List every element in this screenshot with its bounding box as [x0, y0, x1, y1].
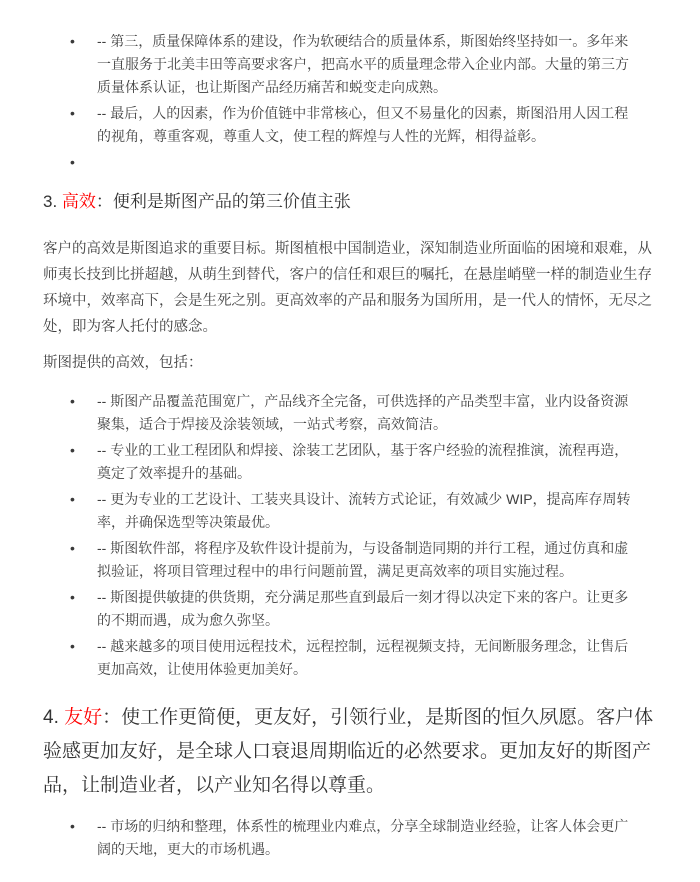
list-item: • -- 斯图产品覆盖范围宽广，产品线齐全完备，可供选择的产品类型丰富，业内设备资源聚集，适合于焊接及涂装领域，一站式考察，高效简洁。	[97, 390, 641, 436]
friendly-bullet-list	[43, 815, 655, 861]
list-item: • -- 更为专业的工艺设计、工装夹具设计、流转方式论证，有效减少 WIP，提高库存周转率，并确保选型等决策最优。	[97, 488, 641, 534]
section-3-heading-text: ：便利是斯图产品的第三价值主张	[95, 192, 351, 211]
list-item: • -- 斯图软件部，将程序及软件设计提前为，与设备制造同期的并行工程，通过仿真和虚拟验证，将项目管理过程中的串行问题前置，满足更高效率的项目实施过程。	[97, 537, 641, 583]
section-4-heading-text: ：使工作更简便，更友好，引领行业，是斯图的恒久夙愿。客户体验感更加友好，是全球人口衰退周期临近的必然要求。更加友好的斯图产品，让制造业者，以产业知名得以尊重。	[43, 707, 654, 796]
list-item-empty	[97, 151, 641, 174]
section-4-keyword-highlight: 友好	[64, 707, 103, 728]
list-item: • -- 第三，质量保障体系的建设，作为软硬结合的质量体系，斯图始终坚持如一。多年来一直服务于北美丰田等高要求客户，把高水平的质量理念带入企业内部。大量的第三方质量体系认证，也让斯图产品经历痛苦和蜕变走向成熟。	[97, 30, 641, 99]
section-3-number: 3.	[43, 192, 62, 211]
efficiency-bullet-list	[43, 390, 655, 681]
section-4-number: 4.	[43, 707, 65, 728]
quality-bullet-list	[43, 30, 655, 174]
section-3-heading	[43, 190, 655, 214]
section-3-paragraph: 客户的高效是斯图追求的重要目标。斯图植根中国制造业，深知制造业所面临的困境和艰难，从师夷长技到比拼超越，从萌生到替代，客户的信任和艰巨的嘱托，在悬崖峭壁一样的制造业生存环境中，效率高下，会是生死之别。更高效率的产品和服务为国所用，是一代人的情怀，无尽之处，即为客人托付的感念。	[43, 241, 652, 335]
section-3-lead-in: 斯图提供的高效，包括：	[43, 355, 203, 371]
list-item: • -- 专业的工业工程团队和焊接、涂装工艺团队，基于客户经验的流程推演，流程再造，奠定了效率提升的基础。	[97, 439, 641, 485]
list-item: • -- 最后，人的因素，作为价值链中非常核心，但又不易量化的因素，斯图沿用人因工程的视角，尊重客观，尊重人文，使工程的辉煌与人性的光辉，相得益彰。	[97, 102, 641, 148]
list-item: • -- 斯图提供敏捷的供货期，充分满足那些直到最后一刻才得以决定下来的客户。让更多的不期而遇，成为愈久弥坚。	[97, 586, 641, 632]
list-item: • -- 市场的归纳和整理，体系性的梳理业内难点，分享全球制造业经验，让客人体会更广阔的天地，更大的市场机遇。	[97, 815, 641, 861]
list-item: • -- 越来越多的项目使用远程技术，远程控制，远程视频支持，无间断服务理念，让售后更加高效，让使用体验更加美好。	[97, 635, 641, 681]
section-3-keyword-highlight: 高效	[61, 192, 96, 211]
section-4-heading	[43, 701, 655, 803]
